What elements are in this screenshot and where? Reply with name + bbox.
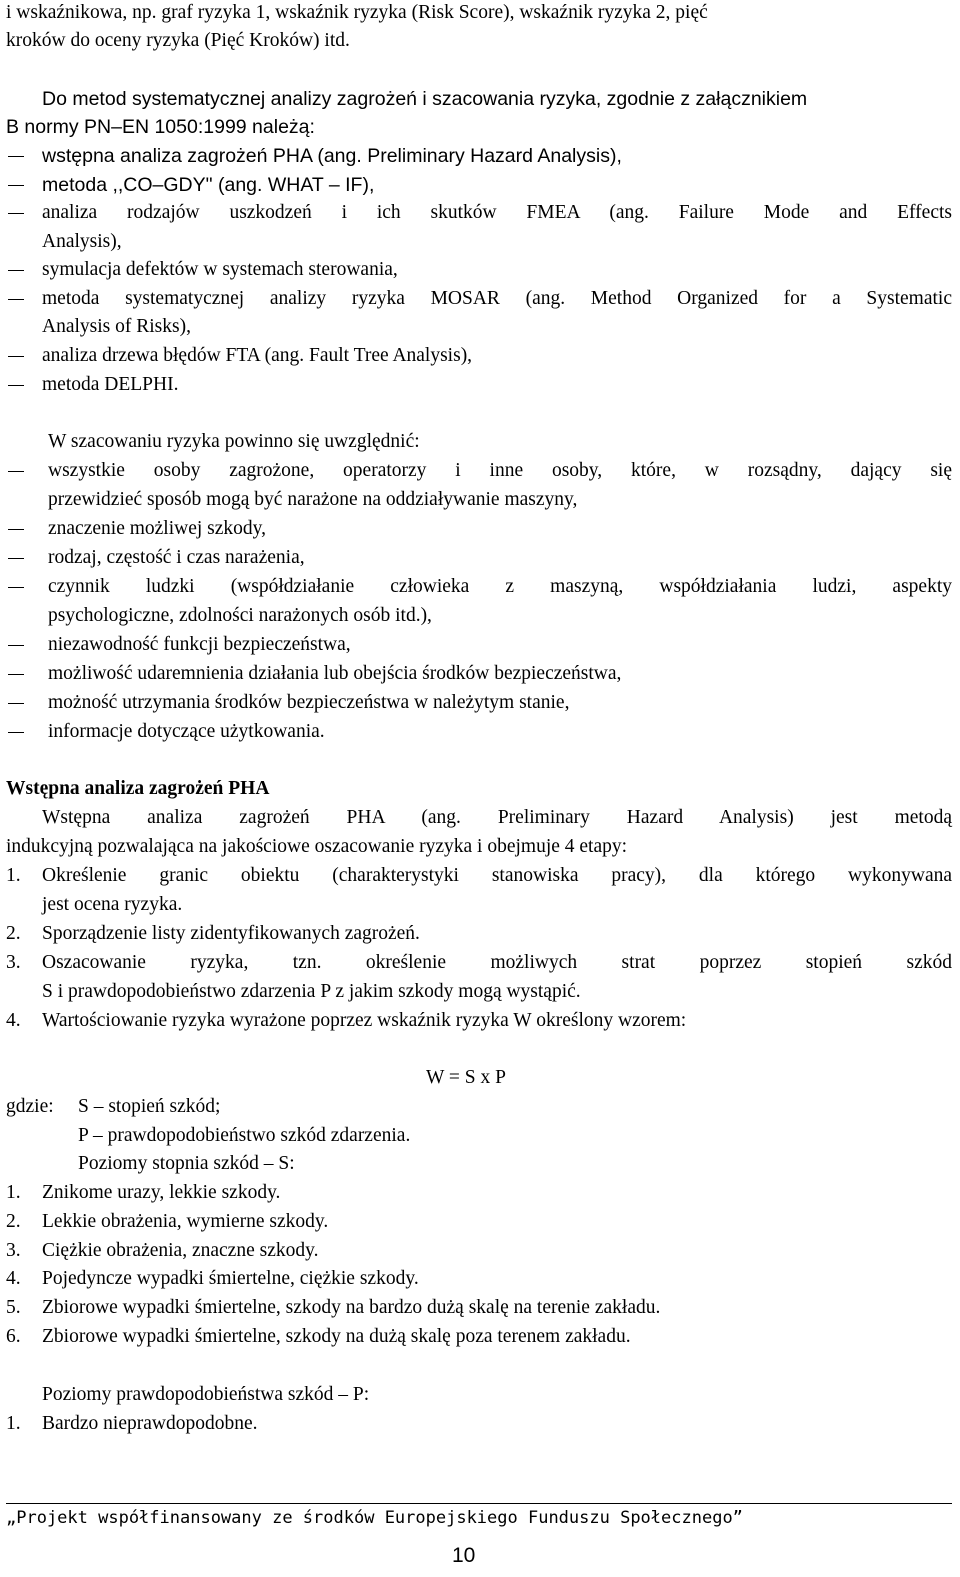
list-number: 1. bbox=[6, 1413, 21, 1434]
list-item-text-continued: jest ocena ryzyka. bbox=[42, 894, 183, 915]
list-number: 1. bbox=[6, 1182, 21, 1203]
list-item-text: metoda ,,CO–GDY" (ang. WHAT – IF), bbox=[42, 174, 375, 196]
dash-bullet bbox=[8, 732, 24, 733]
intro-line-1: i wskaźnikowa, np. graf ryzyka 1, wskaźnik ryzyka (Risk Score), wskaźnik ryzyka 2, pięć bbox=[6, 2, 708, 23]
list-item-text: niezawodność funkcji bezpieczeństwa, bbox=[48, 634, 351, 655]
list-item-text: możność utrzymania środków bezpieczeństwa w należytym stanie, bbox=[48, 692, 570, 713]
intro-line-2: kroków do oceny ryzyka (Pięć Kroków) itd. bbox=[6, 30, 350, 51]
list-item-text: analiza drzewa błędów FTA (ang. Fault Tree Analysis), bbox=[42, 345, 473, 366]
list-item-text: Lekkie obrażenia, wymierne szkody. bbox=[42, 1211, 329, 1232]
where-p-definition: P – prawdopodobieństwo szkód zdarzenia. bbox=[78, 1125, 411, 1146]
methods-intro-line-2: B normy PN–EN 1050:1999 należą: bbox=[6, 116, 315, 138]
list-item-text-continued: Analysis of Risks), bbox=[42, 316, 191, 337]
footer-text: „Projekt współfinansowany ze środków Europejskiego Funduszu Społecznego” bbox=[6, 1508, 743, 1528]
list-number: 3. bbox=[6, 952, 21, 973]
list-number: 1. bbox=[6, 865, 21, 886]
list-item-text: analiza rodzajów uszkodzeń i ich skutków FMEA (ang. Failure Mode and Effects bbox=[42, 202, 952, 223]
list-item-text: Bardzo nieprawdopodobne. bbox=[42, 1413, 258, 1434]
dash-bullet bbox=[8, 587, 24, 588]
list-item-text: Znikome urazy, lekkie szkody. bbox=[42, 1182, 281, 1203]
dash-bullet bbox=[8, 529, 24, 530]
list-item-text: wszystkie osoby zagrożone, operatorzy i inne osoby, które, w rozsądny, dający się bbox=[48, 460, 952, 481]
list-item-text: metoda systematycznej analizy ryzyka MOSAR (ang. Method Organized for a Systematic bbox=[42, 288, 952, 309]
list-item-text: wstępna analiza zagrożeń PHA (ang. Preliminary Hazard Analysis), bbox=[42, 145, 622, 167]
list-item-text-continued: psychologiczne, zdolności narażonych osób itd.), bbox=[48, 605, 432, 626]
dash-bullet bbox=[8, 299, 24, 300]
dash-bullet bbox=[8, 645, 24, 646]
list-item-text: Wartościowanie ryzyka wyrażone poprzez wskaźnik ryzyka W określony wzorem: bbox=[42, 1010, 687, 1031]
list-item-text: informacje dotyczące użytkowania. bbox=[48, 721, 325, 742]
dash-bullet bbox=[8, 356, 24, 357]
dash-bullet bbox=[8, 558, 24, 559]
pha-paragraph-line-1: Wstępna analiza zagrożeń PHA (ang. Preliminary Hazard Analysis) jest metodą bbox=[42, 807, 952, 828]
list-item-text: możliwość udaremnienia działania lub obejścia środków bezpieczeństwa, bbox=[48, 663, 622, 684]
list-item-text: symulacja defektów w systemach sterowania, bbox=[42, 259, 398, 280]
dash-bullet bbox=[8, 185, 24, 186]
list-item-text: Sporządzenie listy zidentyfikowanych zagrożeń. bbox=[42, 923, 420, 944]
list-item-text: czynnik ludzki (współdziałanie człowieka z maszyną, współdziałania ludzi, aspekty bbox=[48, 576, 952, 597]
list-number: 5. bbox=[6, 1297, 21, 1318]
dash-bullet bbox=[8, 385, 24, 386]
list-item-text: znaczenie możliwej szkody, bbox=[48, 518, 267, 539]
list-item-text-continued: Analysis), bbox=[42, 231, 122, 252]
list-number: 4. bbox=[6, 1010, 21, 1031]
list-number: 2. bbox=[6, 923, 21, 944]
list-item-text: Pojedyncze wypadki śmiertelne, ciężkie szkody. bbox=[42, 1268, 419, 1289]
dash-bullet bbox=[8, 213, 24, 214]
list-item-text: Określenie granic obiektu (charakterystyki stanowiska pracy), dla którego wykonywana bbox=[42, 865, 952, 886]
list-item-text: Zbiorowe wypadki śmiertelne, szkody na dużą skalę poza terenem zakładu. bbox=[42, 1326, 631, 1347]
list-item-text: metoda DELPHI. bbox=[42, 374, 179, 395]
list-item-text-continued: przewidzieć sposób mogą być narażone na oddziaływanie maszyny, bbox=[48, 489, 578, 510]
s-levels-title: Poziomy stopnia szkód – S: bbox=[78, 1153, 295, 1174]
methods-intro-line-1: Do metod systematycznej analizy zagrożeń i szacowania ryzyka, zgodnie z załącznikiem bbox=[42, 88, 808, 110]
list-item-text: Zbiorowe wypadki śmiertelne, szkody na bardzo dużą skalę na terenie zakładu. bbox=[42, 1297, 661, 1318]
list-number: 6. bbox=[6, 1326, 21, 1347]
list-number: 3. bbox=[6, 1240, 21, 1261]
page-number: 10 bbox=[452, 1544, 476, 1567]
list-number: 4. bbox=[6, 1268, 21, 1289]
list-item-text: rodzaj, częstość i czas narażenia, bbox=[48, 547, 305, 568]
list-item-text-continued: S i prawdopodobieństwo zdarzenia P z jakim szkody mogą wystąpić. bbox=[42, 981, 581, 1002]
dash-bullet bbox=[8, 270, 24, 271]
risk-formula: W = S x P bbox=[426, 1067, 506, 1088]
where-label: gdzie: bbox=[6, 1096, 54, 1117]
consider-intro: W szacowaniu ryzyka powinno się uwzględnić: bbox=[48, 431, 420, 452]
footer-divider bbox=[6, 1503, 952, 1504]
where-s-definition: S – stopień szkód; bbox=[78, 1096, 221, 1117]
list-number: 2. bbox=[6, 1211, 21, 1232]
pha-paragraph-line-2: indukcyjną pozwalająca na jakościowe oszacowanie ryzyka i obejmuje 4 etapy: bbox=[6, 836, 628, 857]
dash-bullet bbox=[8, 703, 24, 704]
list-item-text: Ciężkie obrażenia, znaczne szkody. bbox=[42, 1240, 319, 1261]
section-heading: Wstępna analiza zagrożeń PHA bbox=[6, 778, 270, 799]
p-levels-title: Poziomy prawdopodobieństwa szkód – P: bbox=[42, 1384, 370, 1405]
dash-bullet bbox=[8, 674, 24, 675]
dash-bullet bbox=[8, 471, 24, 472]
dash-bullet bbox=[8, 156, 24, 157]
list-item-text: Oszacowanie ryzyka, tzn. określenie możliwych strat poprzez stopień szkód bbox=[42, 952, 952, 973]
